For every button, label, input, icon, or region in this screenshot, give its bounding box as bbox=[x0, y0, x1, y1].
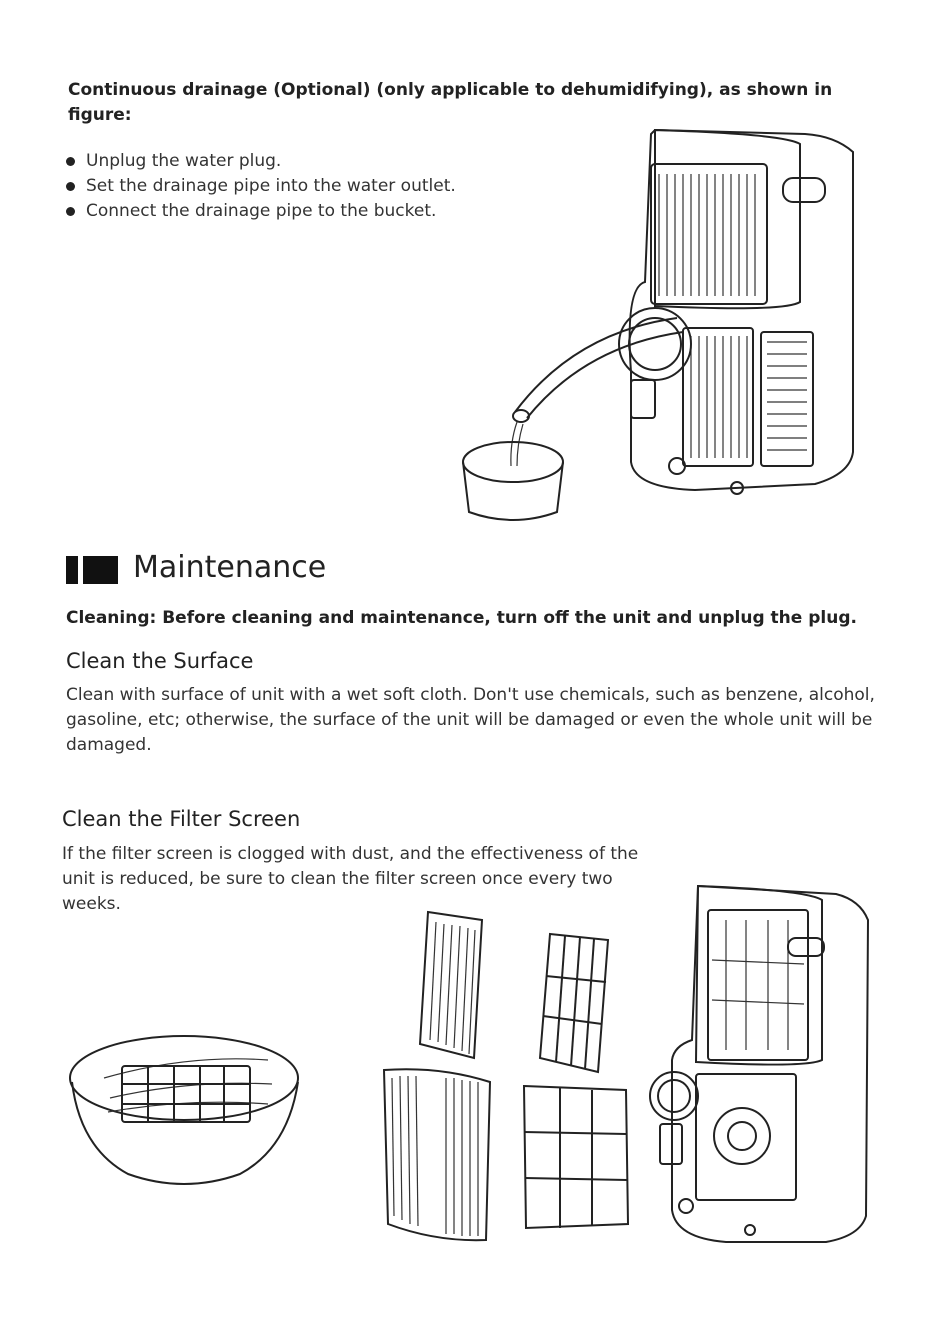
unit-open-illustration bbox=[646, 880, 874, 1250]
drainage-step: Connect the drainage pipe to the bucket. bbox=[66, 199, 456, 224]
removed-filters-illustration bbox=[380, 906, 636, 1246]
section-title: Maintenance bbox=[133, 550, 327, 585]
drainage-heading: Continuous drainage (Optional) (only applicable to dehumidifying), as shown in figure: bbox=[68, 80, 833, 125]
drainage-step: Set the drainage pipe into the water outlet. bbox=[66, 174, 456, 199]
section-marker-icon bbox=[66, 556, 118, 584]
clean-surface-text: Clean with surface of unit with a wet soft cloth. Don't use chemicals, such as benzene, alcohol, gasoline, etc; otherwise, the surface of the unit will be damaged or even the whole unit will be damaged. bbox=[66, 685, 875, 755]
cleaning-note: Cleaning: Before cleaning and maintenance, turn off the unit and unplug the plug. bbox=[66, 608, 857, 628]
drainage-step: Unplug the water plug. bbox=[66, 149, 456, 174]
clean-surface-heading: Clean the Surface bbox=[66, 649, 254, 673]
clean-filter-heading: Clean the Filter Screen bbox=[62, 807, 301, 831]
clean-filter-text: If the filter screen is clogged with dust, and the effectiveness of the unit is reduced, be sure to clean the filter screen once every two weeks. bbox=[62, 844, 639, 914]
filter-basin-illustration bbox=[68, 1018, 308, 1188]
drainage-illustration bbox=[455, 122, 865, 532]
drainage-steps-list bbox=[66, 149, 456, 224]
